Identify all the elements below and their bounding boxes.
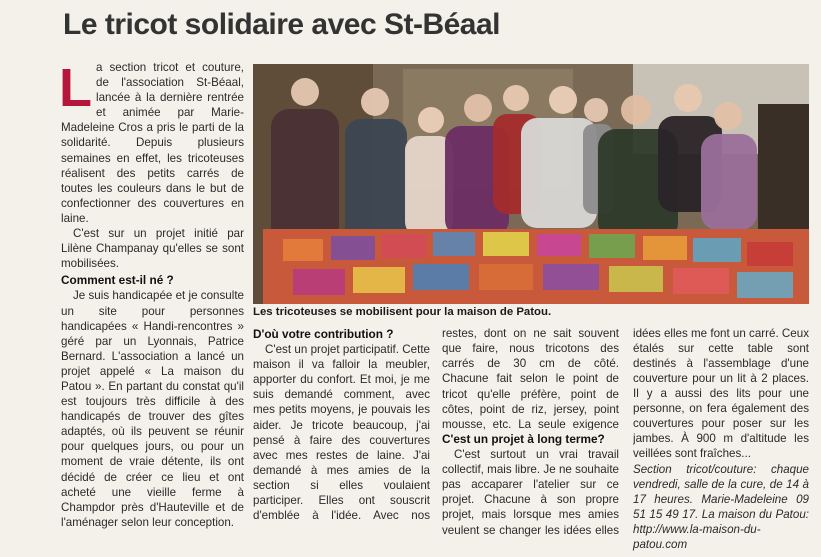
answer-2-continued-text: restes, dont on ne sait souvent que faire, nous tricotons des carrés de 30 cm de côté. Chacune fait selon le point de tricot qu'elle préfère, point de côtes, point de riz, jersey, point mousse, etc. La seule exigence (442, 327, 619, 430)
contact-info: Section tricot/couture: chaque vendredi, salle de la cure, de 14 à 17 heures. Marie-Madeleine 09 51 15 49 17. La maison du Patou: http://www.la-maison-du-patou.com (633, 463, 809, 552)
column-4 (633, 325, 809, 551)
answer-1: Je suis handicapée et je consulte un site pour personnes handicapées « Handi-rencontres » géré par un Lyonnais, Patrice Bernard. L'association a lancé un projet appelé « La maison du Patou ». En partant du constat qu'il est toujours très difficile à des handicapés de trouver des gîtes adaptés, où ils peuvent se réunir pour quelques jours, ou pour un moment de vraie détente, ils ont décidé de créer ce lieu et ont acheté une vieille ferme à Champdor près d'Hauteville et de l'aménager selon leur conception. (61, 289, 244, 529)
headline: Le tricot solidaire avec St-Béaal (63, 8, 501, 41)
intro-text: a section tricot et couture, de l'association St-Béaal, lancée à la dernière rentrée et animée par Marie-Madeleine Cros a pris le parti de la solidarité. Depuis plusieurs semaines en effet, les tricoteuses réalisent des petits carrés de toutes les couleurs dans le but de confectionner des couvertures en laine. (61, 61, 244, 225)
answer-3: C'est surtout un vrai travail collectif, mais libre. Je ne souhaite pas accaparer l'atelier sur ce projet. Chacune à son propre projet, mais lorsque mes amies veulent se changer les idées elles (442, 448, 619, 537)
answer-3-continued-text: idées elles me font un carré. Ceux étalés sur cette table sont destinés à l'assemblage d'une couverture pour un lit à 2 places. Il y a aussi des lits pour une personne, on fera également des couvertures pour poser sur les jambes. À 900 m d'altitude les veillées sont fraîches... (633, 326, 809, 460)
photo-illustration (253, 64, 809, 304)
column-1 (61, 60, 244, 550)
answer-2-continued (442, 325, 619, 430)
drop-cap: L (59, 58, 92, 118)
answer-2: C'est un projet participatif. Cette maison il va falloir la meubler, apporter du confort. Et moi, je me suis demandé comment, avec mes petits moyens, je pouvais les aider. Je tricote beaucoup, j'ai pensé à faire des couvertures avec mes restes de laine. J'ai demandé à mes amies de la section si elles voulaient participer. Elles ont souscrit d'emblée à l'idée. Avec nos (253, 343, 430, 523)
question-3: C'est un projet à long terme? (442, 432, 605, 446)
intro-paragraph-2: C'est sur un projet initié par Lilène Champanay qu'elles se sont mobilisées. (61, 227, 244, 271)
article-photo (253, 64, 809, 304)
question-2: D'où votre contribution ? (253, 327, 394, 341)
answer-3-continued (633, 325, 809, 460)
column-2 (253, 325, 430, 551)
photo-caption: Les tricoteuses se mobilisent pour la maison de Patou. (253, 306, 552, 318)
column-3 (442, 325, 619, 551)
question-1: Comment est-il né ? (61, 273, 174, 288)
intro-paragraph (61, 60, 244, 226)
